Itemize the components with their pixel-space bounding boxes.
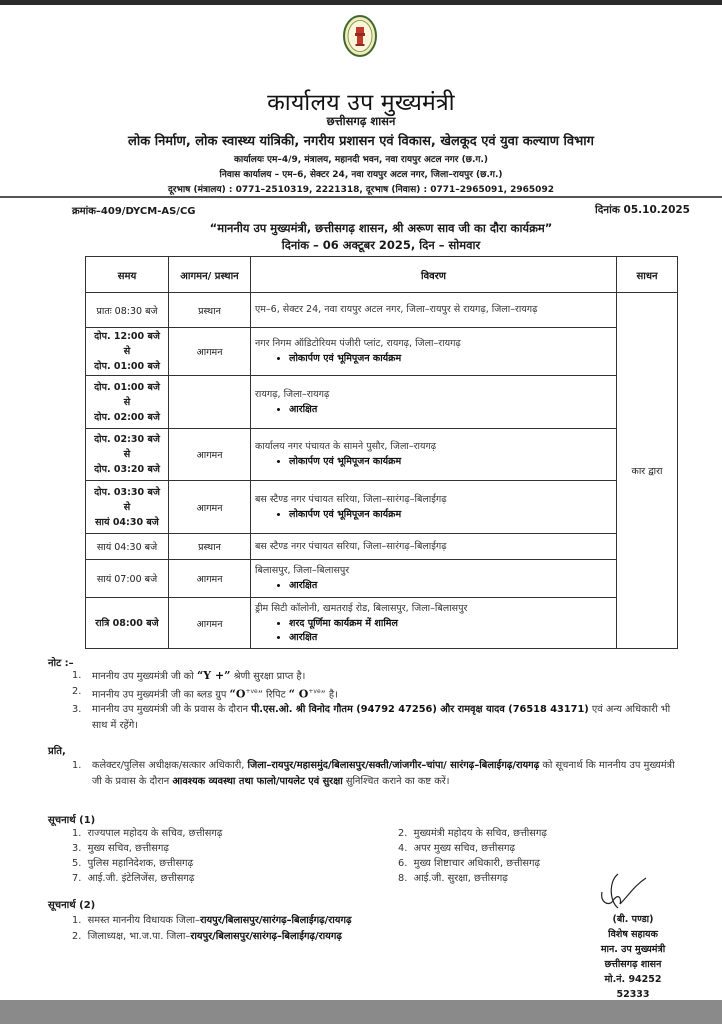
- time-line: रात्रि 08:00 बजे: [95, 617, 159, 629]
- place-text: बिलासपुर, जिला–बिलासपुर: [255, 565, 350, 576]
- time-cell: [86, 429, 169, 481]
- time-line: दोप. 12:00 बजे: [94, 331, 160, 342]
- office-title: कार्यालय उप मुख्यमंत्री: [267, 90, 455, 116]
- phone-numbers: दूरभाष (मंत्रालय) : 0771–2510319, 2221318, दूरभाष (निवास) : 0771–2965091, 2965092: [168, 185, 554, 195]
- program-date: दिनांक – 06 अक्टूबर 2025, दिन – सोमवार: [281, 238, 481, 252]
- info2-item: 1. समस्त माननीय विधायक जिला–रायपुर/बिलासपुर/सारंगढ़–बिलाईगढ़/रायगढ़: [72, 915, 352, 926]
- program-bullets: [255, 352, 612, 366]
- time-cell: [86, 560, 169, 598]
- bottom-bar: [0, 1000, 722, 1024]
- info1-item: 3. मुख्य सचिव, छत्तीसगढ़: [72, 843, 169, 854]
- info1-item: 2. मुख्यमंत्री महोदय के सचिव, छत्तीसगढ़: [398, 828, 547, 839]
- departments: लोक निर्माण, लोक स्वास्थ्य यांत्रिकी, नगरीय प्रशासन एवं विकास, खेलकूद एवं युवा कल्याण विभाग: [128, 134, 594, 149]
- movement-cell: आगमन: [169, 481, 251, 534]
- table-row: [86, 534, 678, 560]
- table-row: [86, 376, 678, 429]
- signatory-government: छत्तीसगढ़ शासन: [604, 959, 662, 970]
- time-line: प्रातः 08:30 बजे: [96, 305, 158, 317]
- time-line: से: [123, 396, 131, 408]
- time-line: दोप. 02:00 बजे: [94, 411, 160, 423]
- place-text: नगर निगम ऑडिटोरियम पंजीरी प्लांट, रायगढ़, जिला–रायगढ़: [255, 338, 461, 349]
- copy-to-item: 1. कलेक्टर/पुलिस अधीक्षक/सत्कार अधिकारी, जिला–रायपुर/महासमुंद/बिलासपुर/सक्ती/जांजगीर–चांपा/ सारंगढ़–बिलाईगढ़/रायगढ़ को सूचनार्थ कि माननीय उप मुख्यमंत्री जी के प्रवास के दौरान आवश्यक व्यवस्था तथा फालो/पायलेट एवं सुरक्षा सुनिश्चित कराने का कष्ट करें।: [72, 760, 675, 787]
- reference-number: क्रमांक–409/DYCM-AS/CG: [72, 206, 196, 217]
- time-cell: [86, 293, 169, 328]
- info1-heading: सूचनार्थ (1): [48, 815, 96, 826]
- program-bullet: • शरद पूर्णिमा कार्यक्रम में शामिल: [289, 617, 612, 631]
- header-transport: साधन: [617, 257, 678, 293]
- details-cell: [251, 376, 617, 429]
- details-cell: [251, 328, 617, 376]
- info1-item: 4. अपर मुख्य सचिव, छत्तीसगढ़: [398, 843, 516, 854]
- note-item: 1. माननीय उप मुख्यमंत्री जी को “Y +” श्रेणी सुरक्षा प्राप्त है।: [72, 669, 306, 682]
- movement-cell: [169, 376, 251, 429]
- note-item: 2. माननीय उप मुख्यमंत्री जी का ब्लड ग्रुप “$O^{+ve}$” रिपिट “ $O^{+ve}$” है।: [72, 685, 338, 700]
- details-cell: [251, 598, 617, 649]
- time-line: से: [123, 501, 131, 513]
- info1-item: 8. आई.जी. सुरक्षा, छत्तीसगढ़: [398, 873, 508, 884]
- transport-cell: [617, 293, 678, 649]
- notes-heading: नोट :–: [48, 658, 74, 669]
- info1-item: 5. पुलिस महानिदेशक, छत्तीसगढ़: [72, 858, 194, 869]
- table-row: [86, 293, 678, 328]
- time-line: दोप. 02:30 बजे: [94, 434, 160, 445]
- movement-cell: आगमन: [169, 598, 251, 649]
- office-address: कार्यालयः एम–4/9, मंत्रालय, महानदी भवन, नवा रायपुर अटल नगर (छ.ग.): [233, 155, 489, 165]
- movement-cell: प्रस्थान: [169, 293, 251, 328]
- note-item: 3. माननीय उप मुख्यमंत्री जी के प्रवास के दौरान पी.एस.ओ. श्री विनोद गौतम (94792 47256) और रामवृक्ष यादव (76518 43171) एवं अन्य अधिकारी भी साथ में रहेंगे।: [72, 704, 671, 732]
- details-cell: [251, 429, 617, 481]
- header-divider: [0, 196, 722, 198]
- movement-cell: आगमन: [169, 328, 251, 376]
- transport-text: कार द्वारा: [631, 466, 663, 477]
- info2-item: 2. जिलाध्यक्ष, भा.ज.पा. जिला–रायपुर/बिलासपुर/सारंगढ़–बिलाईगढ़/रायगढ़: [72, 931, 342, 942]
- details-cell: [251, 560, 617, 598]
- notes-list: [72, 669, 682, 734]
- time-line: सायं 07:00 बजे: [96, 574, 158, 585]
- table-row: [86, 598, 678, 649]
- time-line: से: [123, 346, 131, 357]
- signatory-office: मान. उप मुख्यमंत्री: [600, 944, 666, 955]
- time-line: से: [123, 449, 131, 460]
- info1-list: [72, 826, 632, 890]
- info1-item: 1. राज्यपाल महोदय के सचिव, छत्तीसगढ़: [72, 828, 223, 839]
- time-line: दोप. 03:20 बजे: [94, 464, 160, 475]
- program-bullets: [255, 617, 612, 645]
- program-bullet: • लोकार्पण एवं भूमिपूजन कार्यक्रम: [289, 455, 612, 469]
- movement-cell: आगमन: [169, 560, 251, 598]
- time-cell: [86, 481, 169, 534]
- signatory-designation: विशेष सहायक: [608, 929, 658, 940]
- program-bullet: • लोकार्पण एवं भूमिपूजन कार्यक्रम: [289, 352, 612, 366]
- copy-to-list: [72, 758, 684, 789]
- signatory-mobile: मो.नं. 94252 52333: [604, 974, 662, 1000]
- place-text: कार्यालय नगर पंचायत के सामने पुसौर, जिला–रायगढ़: [255, 441, 437, 452]
- program-title: “माननीय उप मुख्यमंत्री, छत्तीसगढ़ शासन, श्री अरूण साव जी का दौरा कार्यक्रम”: [209, 221, 553, 235]
- table-row: [86, 560, 678, 598]
- details-cell: [251, 534, 617, 560]
- info1-item: 6. मुख्य शिष्टाचार अधिकारी, छत्तीसगढ़: [398, 858, 541, 869]
- place-text: बस स्टैण्ड नगर पंचायत सरिया, जिला–सारंगढ़–बिलाईगढ़: [255, 540, 447, 552]
- info2-list: [72, 913, 572, 947]
- schedule-table: [85, 256, 678, 649]
- header-movement: आगमन/ प्रस्थान: [169, 257, 251, 293]
- program-bullets: [255, 403, 612, 417]
- header-details: विवरण: [251, 257, 617, 293]
- time-line: दोप. 03:30 बजे: [94, 486, 160, 498]
- chhattisgarh-emblem-icon: [343, 14, 377, 58]
- info2-heading: सूचनार्थ (2): [48, 900, 96, 911]
- time-line: सायं 04:30 बजे: [96, 542, 158, 553]
- place-text: बस स्टैण्ड नगर पंचायत सरिया, जिला–सारंगढ़–बिलाईगढ़: [255, 493, 447, 505]
- program-bullet: • लोकार्पण एवं भूमिपूजन कार्यक्रम: [289, 508, 612, 522]
- program-bullet: • आरक्षित: [289, 403, 612, 417]
- program-bullets: [255, 579, 612, 593]
- time-line: सायं 04:30 बजे: [95, 516, 159, 528]
- residence-address: निवास कार्यालय – एम–6, सेक्टर 24, नवा रायपुर अटल नगर, जिला–रायपुर (छ.ग.): [219, 170, 503, 180]
- header-time: समय: [86, 257, 169, 293]
- letter-date: दिनांक 05.10.2025: [595, 204, 690, 216]
- table-row: [86, 429, 678, 481]
- time-line: दोप. 01:00 बजे: [94, 381, 160, 393]
- time-cell: [86, 534, 169, 560]
- signatory-name: (बी. पण्डा): [612, 914, 654, 925]
- time-cell: [86, 328, 169, 376]
- place-text: एम–6, सेक्टर 24, नवा रायपुर अटल नगर, जिला–रायपुर से रायगढ़, जिला–रायगढ़: [255, 304, 538, 315]
- time-cell: [86, 598, 169, 649]
- program-bullet: • आरक्षित: [289, 579, 612, 593]
- table-row: [86, 481, 678, 534]
- government-name: छत्तीसगढ़ शासन: [326, 114, 396, 128]
- table-header-row: [86, 257, 678, 293]
- top-bar: [0, 0, 722, 5]
- copy-to-heading: प्रति,: [48, 746, 66, 757]
- movement-cell: प्रस्थान: [169, 534, 251, 560]
- movement-cell: आगमन: [169, 429, 251, 481]
- time-line: दोप. 01:00 बजे: [94, 361, 160, 372]
- time-cell: [86, 376, 169, 429]
- place-text: ड्रीम सिटी कॉलोनी, खमतराई रोड, बिलासपुर, जिला–बिलासपुर: [255, 602, 468, 614]
- details-cell: [251, 481, 617, 534]
- signature-icon: [588, 872, 648, 912]
- program-bullets: [255, 455, 612, 469]
- details-cell: [251, 293, 617, 328]
- place-text: रायगढ़, जिला–रायगढ़: [255, 388, 330, 400]
- program-bullets: [255, 508, 612, 522]
- info1-item: 7. आई.जी. इंटेलिजेंस, छत्तीसगढ़: [72, 873, 195, 884]
- program-bullet: • आरक्षित: [289, 631, 612, 645]
- table-row: [86, 328, 678, 376]
- signatory-block: [588, 912, 678, 1002]
